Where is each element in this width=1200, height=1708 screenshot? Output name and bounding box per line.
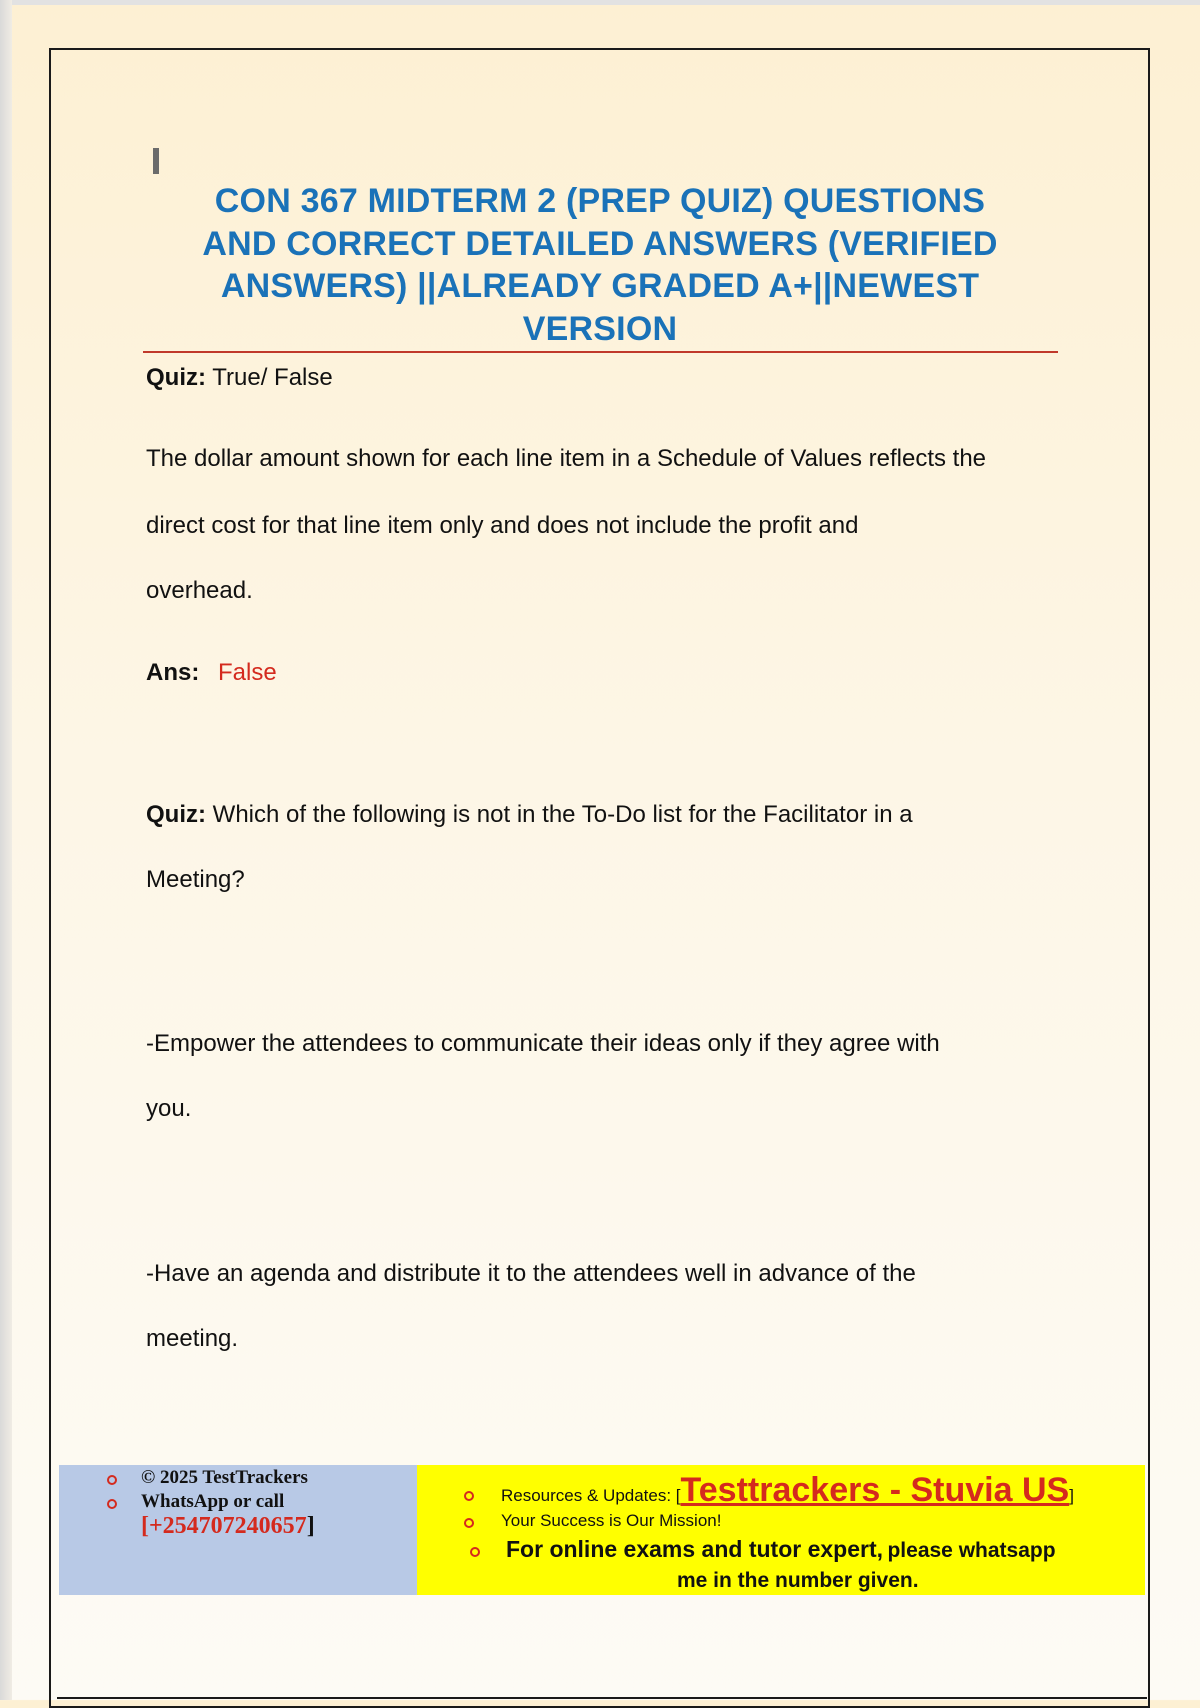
page-bottom-rule xyxy=(57,1697,1147,1699)
quiz1-answer-label: Ans: xyxy=(146,659,200,686)
tutor-line-1: For online exams and tutor expert, xyxy=(506,1536,884,1562)
phone-bracket-close: ] xyxy=(306,1513,315,1539)
footer-tutor-line-1 xyxy=(506,1536,1056,1563)
quiz2-label: Quiz: xyxy=(146,801,206,828)
quiz2-option-2-line-2: meeting. xyxy=(146,1325,239,1352)
bullet-icon xyxy=(464,1491,474,1501)
title-line-3: ANSWERS) ||ALREADY GRADED A+||NEWEST xyxy=(220,267,980,305)
title-line-4: VERSION xyxy=(522,309,678,348)
phone-number[interactable]: +254707240657 xyxy=(149,1513,307,1539)
bullet-icon xyxy=(107,1499,117,1509)
title-underline-rule xyxy=(143,351,1058,353)
tutor-line-1-tail: please whatsapp xyxy=(887,1539,1056,1562)
bullet-icon xyxy=(470,1547,480,1557)
quiz2-option-2-line-1: -Have an agenda and distribute it to the attendees well in advance of the xyxy=(146,1260,916,1287)
quiz2-option-1-line-1: -Empower the attendees to communicate their ideas only if they agree with xyxy=(146,1030,940,1057)
footer-contact-panel xyxy=(59,1465,417,1595)
quiz2-question-text: Which of the following is not in the To-Do list for the Facilitator in a xyxy=(212,801,913,828)
text-cursor-mark xyxy=(153,148,159,174)
quiz1-question-line-3: overhead. xyxy=(146,577,253,604)
title-line-2: AND CORRECT DETAILED ANSWERS (VERIFIED xyxy=(202,224,998,263)
bullet-icon xyxy=(107,1475,117,1485)
quiz2-option-1-line-2: you. xyxy=(146,1095,192,1122)
quiz1-answer xyxy=(146,659,277,687)
resources-label: Resources & Updates: [ xyxy=(501,1486,681,1505)
quiz1-question-line-2: direct cost for that line item only and does not include the profit and xyxy=(146,512,859,539)
phone-bracket-open: [ xyxy=(141,1513,149,1539)
footer-resources-line xyxy=(501,1471,1074,1510)
quiz1-label: Quiz: xyxy=(146,364,206,391)
resources-bracket-close: ] xyxy=(1069,1486,1074,1505)
quiz1-answer-value: False xyxy=(218,659,277,686)
footer-promo-panel xyxy=(417,1465,1145,1595)
quiz2-question-line-2: Meeting? xyxy=(146,866,245,893)
title-line-1: CON 367 MIDTERM 2 (PREP QUIZ) QUESTIONS xyxy=(214,182,986,220)
footer-contact-label: WhatsApp or call xyxy=(141,1491,285,1512)
left-edge-shadow xyxy=(0,0,12,1700)
footer-tutor-line-2: me in the number given. xyxy=(677,1569,919,1592)
footer-copyright: © 2025 TestTrackers xyxy=(141,1467,308,1488)
quiz1-type: True/ False xyxy=(212,364,333,391)
document-title xyxy=(140,180,1060,350)
stuvia-link[interactable]: Testtrackers - Stuvia US xyxy=(680,1471,1070,1509)
footer-phone[interactable] xyxy=(141,1513,315,1540)
quiz1-question-line-1: The dollar amount shown for each line item in a Schedule of Values reflects the xyxy=(146,445,987,472)
top-edge-shadow xyxy=(0,0,1200,5)
quiz2-question-line-1 xyxy=(146,801,913,829)
footer-mission: Your Success is Our Mission! xyxy=(501,1511,722,1530)
quiz1-header xyxy=(146,364,333,392)
bullet-icon xyxy=(464,1518,474,1528)
